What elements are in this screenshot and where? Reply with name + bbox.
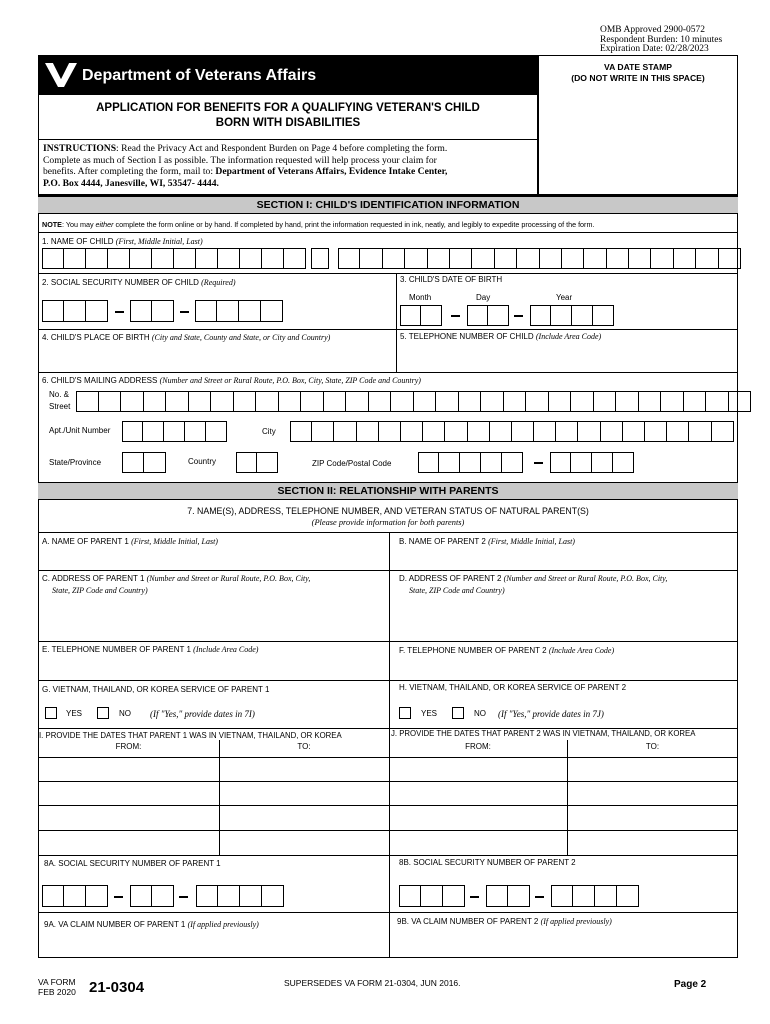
d-label (399, 574, 667, 584)
omb-burden: Respondent Burden: 10 minutes (600, 34, 723, 45)
c-hint2: State, ZIP Code and Country) (52, 586, 148, 595)
f3-label: 3. CHILD'S DATE OF BIRTH (400, 275, 503, 284)
divider (38, 912, 738, 913)
divider (38, 372, 738, 373)
va-seal-icon (44, 62, 78, 88)
ssn-dash (179, 896, 188, 898)
f2-label-text: 2. SOCIAL SECURITY NUMBER OF CHILD (42, 278, 202, 287)
f3-month: Month (409, 293, 432, 302)
c-label-text: C. ADDRESS OF PARENT 1 (42, 574, 147, 583)
apt-boxes[interactable] (122, 421, 227, 442)
footer-va-form: VA FORM (38, 977, 76, 987)
ssn-dash (470, 896, 479, 898)
zip-boxes[interactable] (418, 452, 523, 473)
f1-label-text: 1. NAME OF CHILD (42, 237, 116, 246)
child-first-name-boxes[interactable] (42, 248, 306, 269)
instructions-label: INSTRUCTIONS (43, 143, 117, 154)
f5-hint: (Include Area Code) (535, 332, 602, 341)
section1-note (42, 220, 594, 229)
parent2-claim-input[interactable] (399, 932, 734, 954)
state-boxes[interactable] (122, 452, 166, 473)
child-place-of-birth-input[interactable] (42, 345, 392, 369)
f9a-label-text: 9A. VA CLAIM NUMBER OF PARENT 1 (44, 920, 188, 929)
f7-sub: (Please provide information for both parents) (311, 518, 465, 527)
e-label (42, 645, 258, 655)
a-label (42, 537, 218, 547)
parent1-address-input[interactable] (42, 598, 385, 638)
a-label-text: A. NAME OF PARENT 1 (42, 537, 132, 546)
instructions-address2: P.O. Box 4444, Janesville, WI, 53547- 4444. (43, 177, 219, 189)
f6-state: State/Province (49, 458, 102, 467)
ssn-dash (535, 896, 544, 898)
i-to: TO: (297, 742, 311, 751)
section2-header: SECTION II: RELATIONSHIP WITH PARENTS (38, 482, 738, 500)
date-stamp-title: VA DATE STAMP (604, 62, 672, 72)
title-divider (38, 139, 538, 140)
i-label: I. PROVIDE THE DATES THAT PARENT 1 WAS IN VIETNAM, THAILAND, OR KOREA (39, 731, 342, 740)
parent2-ssn-part3[interactable] (551, 885, 639, 907)
divider (38, 680, 738, 681)
parent1-ssn-part1[interactable] (42, 885, 108, 907)
f4-hint: (City and State, County and State, or City and Country) (151, 333, 331, 342)
h-label: H. VIETNAM, THAILAND, OR KOREA SERVICE OF PARENT 2 (399, 683, 627, 692)
child-phone-input[interactable] (400, 345, 734, 369)
h-hint: (If "Yes," provide dates in 7J) (498, 709, 604, 719)
parent2-ssn-part1[interactable] (399, 885, 465, 907)
zip-dash (534, 462, 543, 464)
f9b-label (397, 917, 612, 927)
f6-country: Country (188, 457, 217, 466)
instructions-text3: benefits. After completing the form, mail to: (43, 166, 216, 177)
parent1-phone-input[interactable] (42, 657, 385, 677)
f6-label (42, 376, 421, 386)
divider (38, 855, 738, 856)
h-no-checkbox[interactable] (452, 707, 464, 719)
j-from: FROM: (465, 742, 491, 751)
child-dob-month[interactable] (400, 305, 442, 326)
parent2-address-input[interactable] (399, 598, 734, 638)
form-title (38, 101, 538, 131)
d-hint1: (Number and Street or Rural Route, P.O. Box, City, (503, 574, 668, 583)
divider (38, 329, 738, 330)
j-label: J. PROVIDE THE DATES THAT PARENT 2 WAS IN VIETNAM, THAILAND, OR KOREA (391, 729, 696, 738)
f1-label (42, 237, 203, 247)
footer-form-number: 21-0304 (89, 979, 145, 996)
parent2-phone-input[interactable] (399, 657, 734, 677)
f2-label (42, 278, 236, 288)
child-ssn-part3[interactable] (195, 300, 283, 322)
h-yes-checkbox[interactable] (399, 707, 411, 719)
child-last-name-boxes[interactable] (338, 248, 741, 269)
child-ssn-part2[interactable] (130, 300, 174, 322)
f-label (399, 646, 614, 656)
f6-zip: ZIP Code/Postal Code (312, 459, 392, 468)
divider (38, 641, 738, 642)
d-hint2: State, ZIP Code and Country) (409, 586, 505, 595)
form-title-line2: BORN WITH DISABILITIES (215, 117, 361, 129)
f-hint: (Include Area Code) (548, 646, 615, 655)
f6-city: City (262, 427, 276, 436)
parent1-ssn-part3[interactable] (196, 885, 284, 907)
f6-apt: Apt./Unit Number (49, 426, 111, 435)
omb-approved: OMB Approved 2900-0572 (600, 25, 706, 35)
ssn-dash (180, 311, 189, 313)
ssn-dash (114, 896, 123, 898)
f9b-hint: (If applied previously) (540, 917, 612, 926)
street-boxes[interactable] (76, 391, 751, 412)
g-no-checkbox[interactable] (97, 707, 109, 719)
note-a: : You may (61, 220, 96, 229)
f-label-text: F. TELEPHONE NUMBER OF PARENT 2 (399, 646, 549, 655)
form-title-line1: APPLICATION FOR BENEFITS FOR A QUALIFYING VETERAN'S CHILD (96, 102, 480, 114)
instructions (43, 143, 535, 189)
f9a-label (44, 920, 259, 930)
b-hint: (First, Middle Initial, Last) (488, 537, 575, 546)
parent1-dates-table[interactable] (38, 757, 389, 855)
g-label: G. VIETNAM, THAILAND, OR KOREA SERVICE OF PARENT 1 (42, 685, 270, 694)
f7-title: 7. NAME(S), ADDRESS, TELEPHONE NUMBER, AND VETERAN STATUS OF NATURAL PARENT(S) (187, 506, 589, 516)
j-to: TO: (645, 742, 660, 751)
h-no: NO (474, 709, 486, 718)
c-label (42, 574, 310, 584)
date-stamp-text (538, 62, 738, 84)
agency-name: Department of Veterans Affairs (82, 67, 317, 84)
parent2-ssn-part2[interactable] (486, 885, 530, 907)
f2-hint: (Required) (201, 278, 236, 287)
dob-dash (514, 315, 523, 317)
a-hint: (First, Middle Initial, Last) (131, 537, 218, 546)
country-boxes[interactable] (236, 452, 278, 473)
b-label-text: B. NAME OF PARENT 2 (399, 537, 489, 546)
f6-street: Street (49, 402, 71, 411)
footer-supersedes: SUPERSEDES VA FORM 21-0304, JUN 2016. (284, 978, 461, 988)
parent2-name-input[interactable] (399, 548, 734, 568)
instructions-text1: : Read the Privacy Act and Respondent Burden on Page 4 before completing the form. (116, 143, 448, 154)
f9a-hint: (If applied previously) (187, 920, 259, 929)
f9b-label-text: 9B. VA CLAIM NUMBER OF PARENT 2 (397, 917, 541, 926)
f3-year: Year (556, 293, 573, 302)
divider (38, 273, 738, 274)
f1-hint: (First, Middle Initial, Last) (115, 237, 203, 246)
f8a-label: 8A. SOCIAL SECURITY NUMBER OF PARENT 1 (44, 859, 221, 868)
i-from: FROM: (115, 742, 142, 751)
e-hint: (Include Area Code) (193, 645, 259, 654)
g-yes: YES (66, 709, 83, 718)
d-label-text: D. ADDRESS OF PARENT 2 (399, 574, 504, 583)
divider (38, 232, 738, 233)
e-label-text: E. TELEPHONE NUMBER OF PARENT 1 (42, 645, 194, 654)
f8b-label: 8B. SOCIAL SECURITY NUMBER OF PARENT 2 (399, 858, 576, 867)
h-yes: YES (421, 709, 438, 718)
g-no: NO (119, 709, 131, 718)
parent1-claim-input[interactable] (42, 932, 385, 954)
parent2-dates-table[interactable] (389, 757, 738, 855)
f6-hint: (Number and Street or Rural Route, P.O. Box, City, State, ZIP Code and Country) (159, 376, 421, 385)
child-middle-initial-box[interactable] (311, 248, 329, 269)
c-hint1: (Number and Street or Rural Route, P.O. Box, City, (146, 574, 311, 583)
note-label: NOTE (42, 220, 62, 229)
child-dob-day[interactable] (467, 305, 509, 326)
instructions-address1: Department of Veterans Affairs, Evidence Intake Center, (215, 166, 448, 177)
omb-expiration: Expiration Date: 02/28/2023 (600, 44, 709, 54)
child-dob-year[interactable] (530, 305, 614, 326)
parent1-name-input[interactable] (42, 548, 385, 568)
f5-label (400, 332, 601, 342)
f5-label-text: 5. TELEPHONE NUMBER OF CHILD (400, 332, 536, 341)
f6-no: No. & (49, 390, 70, 399)
instructions-text2: Complete as much of Section I as possible. The information requested will help process your claim for (43, 154, 437, 166)
f3-day: Day (476, 293, 491, 302)
g-hint: (If "Yes," provide dates in 7I) (150, 709, 255, 719)
g-yes-checkbox[interactable] (45, 707, 57, 719)
parent1-ssn-part2[interactable] (130, 885, 174, 907)
agency-banner (38, 55, 538, 95)
omb-block (600, 26, 722, 55)
divider (396, 273, 397, 372)
footer-page: Page 2 (674, 979, 707, 990)
dob-dash (451, 315, 460, 317)
section1-header: SECTION I: CHILD'S IDENTIFICATION INFORMATION (38, 196, 738, 214)
f6-label-text: 6. CHILD'S MAILING ADDRESS (42, 376, 160, 385)
footer-date: FEB 2020 (38, 987, 76, 997)
footer-form-id (38, 977, 76, 997)
note-b: complete the form online or by hand. If completed by hand, print the information requested in ink, neatly, and legibly to expedite processing of the form. (113, 220, 595, 229)
zip-ext-boxes[interactable] (550, 452, 634, 473)
f4-label-text: 4. CHILD'S PLACE OF BIRTH (42, 333, 152, 342)
ssn-dash (115, 311, 124, 313)
date-stamp-note: (DO NOT WRITE IN THIS SPACE) (571, 73, 705, 83)
divider (38, 570, 738, 571)
divider (38, 532, 738, 533)
note-either: either (95, 220, 114, 229)
child-ssn-part1[interactable] (42, 300, 108, 322)
b-label (399, 537, 575, 547)
f4-label (42, 333, 330, 343)
city-boxes[interactable] (290, 421, 734, 442)
